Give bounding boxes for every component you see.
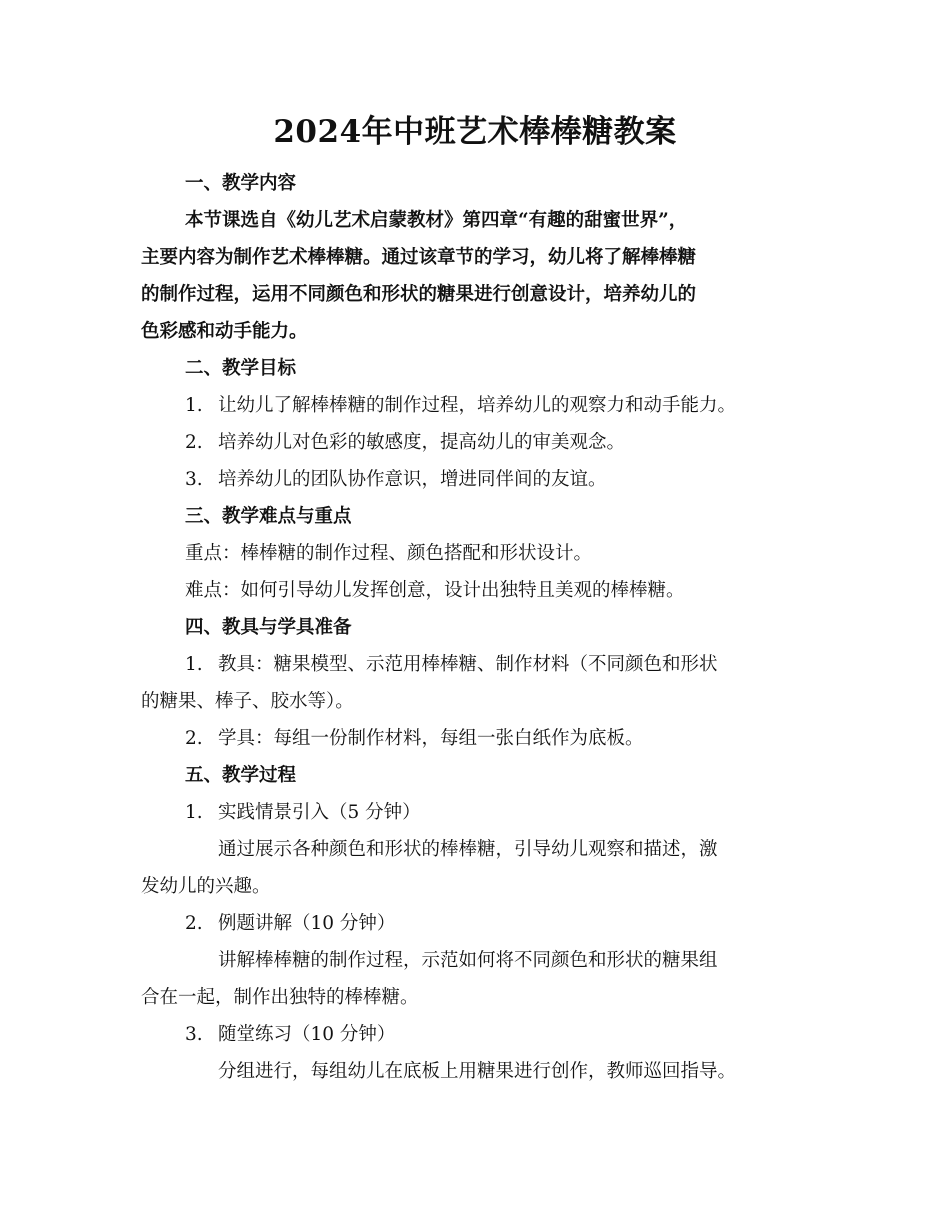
materials-text: 学具：每组一份制作材料，每组一张白纸作为底板。 bbox=[218, 728, 644, 749]
list-number: 3. bbox=[185, 469, 203, 490]
process-step-title bbox=[141, 1016, 831, 1053]
section-heading-process: 五、教学过程 bbox=[185, 765, 297, 786]
list-number: 2. bbox=[185, 913, 203, 934]
list-number: 2. bbox=[185, 728, 203, 749]
step-title-text: 例题讲解（10 分钟） bbox=[218, 913, 396, 934]
goal-text: 培养幼儿的团队协作意识，增进同伴间的友谊。 bbox=[218, 469, 607, 490]
goal-item bbox=[141, 387, 831, 424]
list-number: 1. bbox=[185, 654, 203, 675]
content-paragraph-line: 本节课选自《幼儿艺术启蒙教材》第四章“有趣的甜蜜世界”， bbox=[185, 210, 688, 231]
goal-text: 培养幼儿对色彩的敏感度，提高幼儿的审美观念。 bbox=[218, 432, 626, 453]
key-point-text: 重点：棒棒糖的制作过程、颜色搭配和形状设计。 bbox=[185, 543, 593, 564]
content-paragraph-line: 的制作过程，运用不同颜色和形状的糖果进行创意设计，培养幼儿的 bbox=[141, 284, 697, 305]
process-step-description: 讲解棒棒糖的制作过程，示范如何将不同颜色和形状的糖果组 bbox=[218, 950, 718, 971]
materials-text: 教具：糖果模型、示范用棒棒糖、制作材料（不同颜色和形状 bbox=[218, 654, 718, 675]
document-body bbox=[141, 165, 831, 1090]
process-step-description: 通过展示各种颜色和形状的棒棒糖，引导幼儿观察和描述，激 bbox=[218, 839, 718, 860]
goal-text: 让幼儿了解棒棒糖的制作过程，培养幼儿的观察力和动手能力。 bbox=[218, 395, 737, 416]
section-heading-content: 一、教学内容 bbox=[185, 173, 297, 194]
list-number: 1. bbox=[185, 395, 203, 416]
process-step-title bbox=[141, 794, 831, 831]
goal-item bbox=[141, 461, 831, 498]
list-number: 2. bbox=[185, 432, 203, 453]
step-title-text: 随堂练习（10 分钟） bbox=[218, 1024, 396, 1045]
process-step-title bbox=[141, 905, 831, 942]
goal-item bbox=[141, 424, 831, 461]
document-title: 2024年中班艺术棒棒糖教案 bbox=[273, 114, 677, 150]
process-step-description-continued: 合在一起，制作出独特的棒棒糖。 bbox=[141, 987, 419, 1008]
materials-item-continued: 的糖果、棒子、胶水等）。 bbox=[141, 691, 354, 712]
step-title-text: 实践情景引入（5 分钟） bbox=[218, 802, 421, 823]
materials-item bbox=[141, 720, 831, 757]
materials-item bbox=[141, 646, 831, 683]
process-step-description: 分组进行，每组幼儿在底板上用糖果进行创作，教师巡回指导。 bbox=[218, 1061, 737, 1082]
section-heading-keypoints: 三、教学难点与重点 bbox=[185, 506, 352, 527]
content-paragraph-line: 主要内容为制作艺术棒棒糖。通过该章节的学习，幼儿将了解棒棒糖 bbox=[141, 247, 697, 268]
section-heading-goals: 二、教学目标 bbox=[185, 358, 297, 379]
difficult-point-text: 难点：如何引导幼儿发挥创意，设计出独特且美观的棒棒糖。 bbox=[185, 580, 685, 601]
list-number: 1. bbox=[185, 802, 203, 823]
list-number: 3. bbox=[185, 1024, 203, 1045]
content-paragraph-line: 色彩感和动手能力。 bbox=[141, 321, 308, 342]
process-step-description-continued: 发幼儿的兴趣。 bbox=[141, 876, 271, 897]
section-heading-materials: 四、教具与学具准备 bbox=[185, 617, 352, 638]
